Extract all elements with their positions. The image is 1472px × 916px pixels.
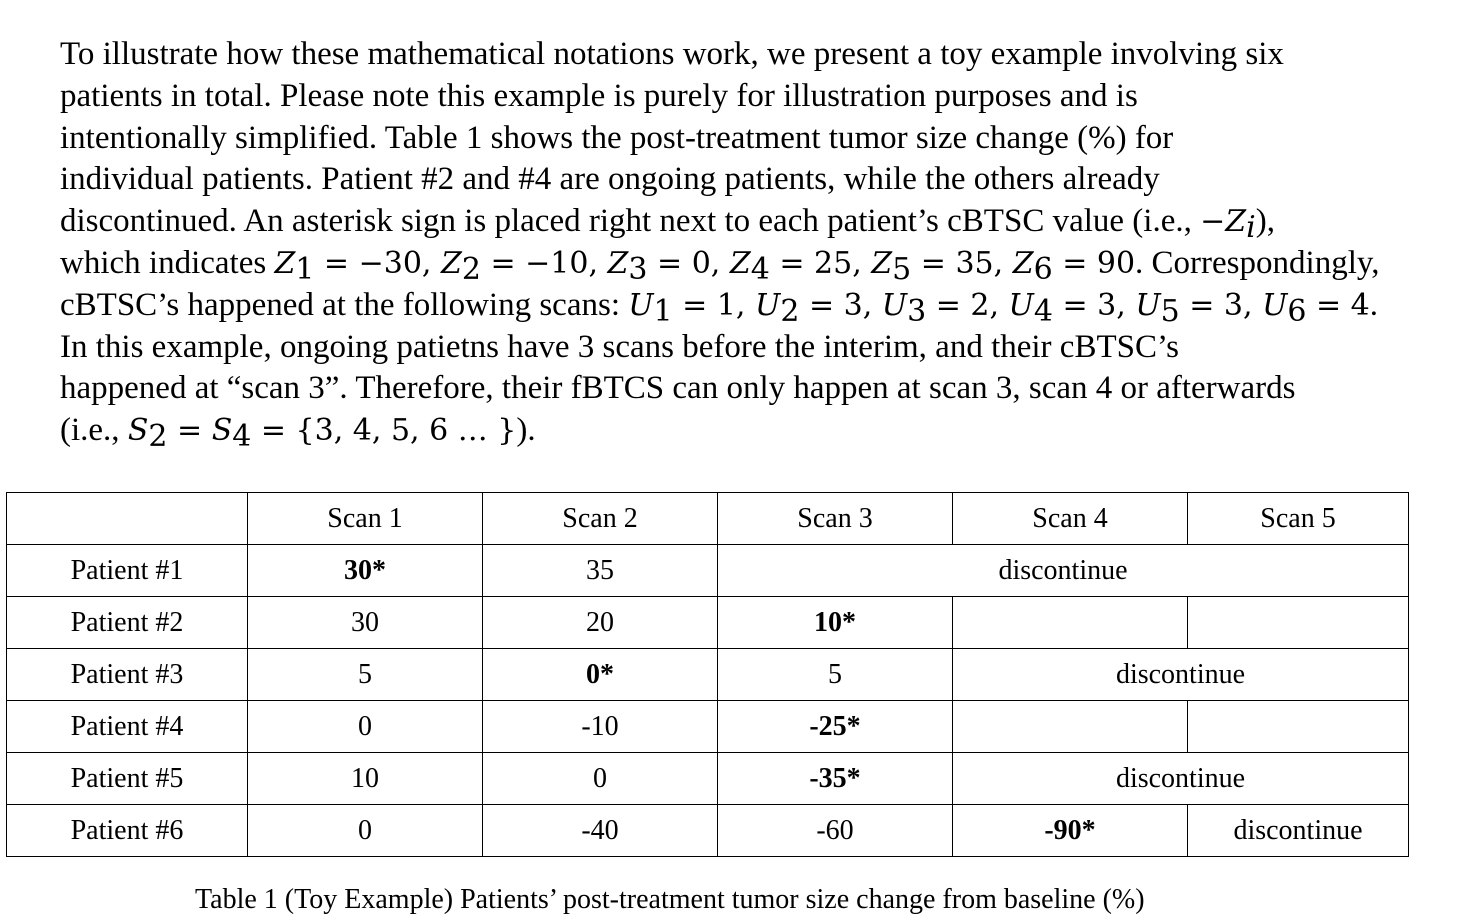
table-cell (953, 597, 1188, 649)
math-variable: Z (871, 245, 893, 281)
math-subscript: 2 (148, 419, 168, 455)
table-cell: discontinue (953, 649, 1409, 701)
math-variable: U (755, 287, 781, 323)
math-variable: Z (274, 245, 296, 281)
table-cell: 0 (248, 701, 483, 753)
header-cell: Scan 4 (953, 493, 1188, 545)
paragraph-line-3: intentionally simplified. Table 1 shows the post-treatment tumor size change (%) for (60, 119, 1174, 156)
math-variable: Z (1012, 245, 1034, 281)
math-variable: U (1135, 287, 1161, 323)
row-label: Patient #4 (7, 701, 248, 753)
math-expression: = 3, (1052, 287, 1136, 323)
math-subscript: 1 (653, 293, 673, 329)
table-row (7, 805, 1409, 857)
math-expression: = 3, (1179, 287, 1263, 323)
table-cell: discontinue (1188, 805, 1409, 857)
row-label: Patient #5 (7, 753, 248, 805)
row-label: Patient #6 (7, 805, 248, 857)
header-cell (7, 493, 248, 545)
table-cell: 35 (483, 545, 718, 597)
math-subscript: 4 (232, 419, 252, 455)
math-expression: = 90 (1052, 245, 1136, 281)
table-cell: 0 (483, 753, 718, 805)
math-expression: = −10, (480, 245, 608, 281)
table-cell: 20 (483, 597, 718, 649)
math-variable: U (1262, 287, 1288, 323)
math-subscript: 5 (1160, 293, 1180, 329)
math-variable: S (211, 413, 233, 449)
math-variable: U (881, 287, 908, 323)
row-label: Patient #3 (7, 649, 248, 701)
header-cell: Scan 1 (248, 493, 483, 545)
paragraph-line-8: In this example, ongoing patietns have 3 scans before the interim, and their cBTSC’s (60, 328, 1179, 365)
header-cell: Scan 2 (483, 493, 718, 545)
line7-text: cBTSC’s happened at the following scans: (60, 286, 629, 323)
table-cell: -60 (718, 805, 953, 857)
line5-end: ), (1255, 203, 1275, 240)
table-cell: 0* (483, 649, 718, 701)
paragraph-line-2: patients in total. Please note this example is purely for illustration purposes and is (60, 77, 1138, 114)
table-row (7, 545, 1409, 597)
math-variable: Z (440, 245, 462, 281)
math-subscript: 6 (1033, 251, 1053, 287)
table-cell (1188, 597, 1409, 649)
math-expression: = 0, (647, 245, 730, 281)
paragraph-line-10 (60, 410, 1420, 455)
math-expression: = 3, (799, 287, 882, 323)
math-subscript: 3 (628, 251, 648, 287)
math-expression: = 25, (769, 245, 872, 281)
paragraph-line-1: To illustrate how these mathematical notations work, we present a toy example involving six (60, 36, 1284, 72)
body-paragraph (60, 34, 1420, 455)
table-row (7, 753, 1409, 805)
table-cell: 10 (248, 753, 483, 805)
math-expression: = (167, 413, 212, 449)
table-row (7, 597, 1409, 649)
table-cell: discontinue (953, 753, 1409, 805)
line5-text: discontinued. An asterisk sign is placed right next to each patient’s cBTSC value (i.e., (60, 203, 1201, 240)
table-cell (953, 701, 1188, 753)
table-cell (1188, 701, 1409, 753)
math-subscript: 6 (1287, 293, 1307, 329)
math-expression: = 35, (911, 245, 1013, 281)
math-subscript: 1 (295, 251, 315, 287)
row-label: Patient #1 (7, 545, 248, 597)
math-variable: U (1008, 287, 1034, 323)
math-expression: = −30, (314, 245, 441, 281)
math-variable: U (628, 287, 654, 323)
paragraph-line-5 (60, 201, 1420, 246)
header-cell: Scan 3 (718, 493, 953, 545)
table-cell: -35* (718, 753, 953, 805)
line10-start: (i.e., (60, 412, 128, 449)
u-equations (628, 287, 1370, 329)
line6-end: . Correspondingly, (1135, 244, 1380, 281)
table-cell: 0 (248, 805, 483, 857)
tumor-change-table (6, 492, 1409, 857)
table-cell: 30 (248, 597, 483, 649)
math-variable: Z (729, 245, 751, 281)
paragraph-line-7 (60, 285, 1420, 327)
table-header-row (7, 493, 1409, 545)
math-expression: = 2, (926, 287, 1009, 323)
table-cell: -10 (483, 701, 718, 753)
z-equations (274, 245, 1136, 287)
line7-end: . (1369, 286, 1379, 323)
table-cell: 5 (718, 649, 953, 701)
minus-sign: − (1200, 204, 1226, 240)
table-row (7, 701, 1409, 753)
line6-text: which indicates (60, 244, 275, 281)
paragraph-line-6 (60, 243, 1420, 285)
math-subscript: 4 (1033, 293, 1053, 329)
math-expression: = 1, (672, 287, 756, 323)
math-expression: = {3, 4, 5, 6 … } (251, 413, 517, 449)
math-subscript: 4 (750, 251, 770, 287)
math-variable: S (127, 413, 149, 449)
z-var: Z (1225, 204, 1247, 240)
table-cell: -40 (483, 805, 718, 857)
table-cell: 10* (718, 597, 953, 649)
table-cell: 30* (248, 545, 483, 597)
table-cell: 5 (248, 649, 483, 701)
math-subscript: 2 (780, 293, 800, 329)
z-subscript: i (1246, 210, 1256, 246)
s-equations (127, 412, 517, 455)
table-row (7, 649, 1409, 701)
row-label: Patient #2 (7, 597, 248, 649)
table-cell: -90* (953, 805, 1188, 857)
math-subscript: 2 (461, 251, 481, 287)
paragraph-line-4: individual patients. Patient #2 and #4 are ongoing patients, while the others already (60, 161, 1160, 198)
line10-end: ). (516, 412, 536, 449)
header-cell: Scan 5 (1188, 493, 1409, 545)
math-subscript: 3 (907, 293, 927, 329)
math-variable: Z (607, 245, 629, 281)
math-expression: = 4 (1306, 287, 1370, 323)
paragraph-line-9: happened at “scan 3”. Therefore, their fBTCS can only happen at scan 3, scan 4 or afterwards (60, 370, 1296, 407)
table-cell: -25* (718, 701, 953, 753)
table-caption: Table 1 (Toy Example) Patients’ post-treatment tumor size change from baseline (%) (195, 884, 1145, 915)
math-subscript: 5 (892, 251, 912, 287)
table-cell: discontinue (718, 545, 1409, 597)
